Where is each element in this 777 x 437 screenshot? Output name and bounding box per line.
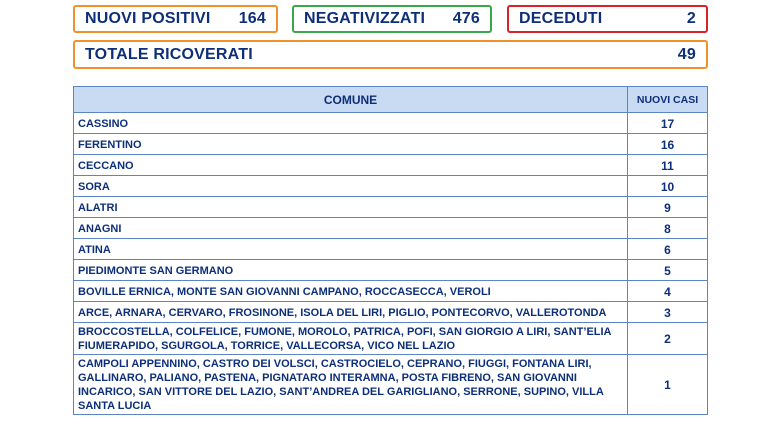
comune-cell: ANAGNI [74,218,628,239]
comune-cell: CASSINO [74,113,628,134]
totale-ricoverati-box [73,40,708,69]
table-row [74,302,708,323]
casi-cell: 17 [628,113,708,134]
comuni-table-container [73,86,707,415]
comune-cell: ARCE, ARNARA, CERVARO, FROSINONE, ISOLA DEL LIRI, PIGLIO, PONTECORVO, VALLEROTONDA [74,302,628,323]
casi-cell: 9 [628,197,708,218]
table-row [74,176,708,197]
casi-cell: 8 [628,218,708,239]
comune-cell: CECCANO [74,155,628,176]
negativizzati-label: NEGATIVIZZATI [304,10,426,27]
table-row [74,281,708,302]
comune-cell: BOVILLE ERNICA, MONTE SAN GIOVANNI CAMPANO, ROCCASECCA, VEROLI [74,281,628,302]
nuovi-positivi-box [73,5,278,33]
negativizzati-box [292,5,492,33]
table-row [74,155,708,176]
casi-cell: 3 [628,302,708,323]
table-row [74,218,708,239]
comuni-table [73,86,708,415]
nuovi-positivi-label: NUOVI POSITIVI [85,10,211,27]
negativizzati-value: 476 [452,10,480,27]
casi-cell: 5 [628,260,708,281]
comune-cell: BROCCOSTELLA, COLFELICE, FUMONE, MOROLO, PATRICA, POFI, SAN GIORGIO A LIRI, SANT’ELIA FIUMERAPIDO, SGURGOLA, TORRICE, VALLECORSA, VICO NEL LAZIO [74,323,628,355]
header-comune: COMUNE [74,87,628,113]
casi-cell: 1 [628,355,708,415]
table-header-row [74,87,708,113]
casi-cell: 4 [628,281,708,302]
table-row [74,197,708,218]
casi-cell: 11 [628,155,708,176]
casi-cell: 2 [628,323,708,355]
casi-cell: 10 [628,176,708,197]
table-row [74,134,708,155]
comune-cell: PIEDIMONTE SAN GERMANO [74,260,628,281]
table-row [74,355,708,415]
comune-cell: FERENTINO [74,134,628,155]
totale-ricoverati-value: 49 [677,45,696,63]
header-nuovi-casi: NUOVI CASI [628,87,708,113]
table-row [74,260,708,281]
deceduti-box [507,5,708,33]
comune-cell: CAMPOLI APPENNINO, CASTRO DEI VOLSCI, CASTROCIELO, CEPRANO, FIUGGI, FONTANA LIRI, GALLINARO, PALIANO, PASTENA, PIGNATARO INTERAMNA, POSTA FIBRENO, SAN GIOVANNI INCARICO, SAN VITTORE DEL LAZIO, SANT’ANDREA DEL GARIGLIANO, SERRONE, SUPINO, VILLA SANTA LUCIA [74,355,628,415]
comune-cell: SORA [74,176,628,197]
comune-cell: ALATRI [74,197,628,218]
comune-cell: ATINA [74,239,628,260]
table-row [74,323,708,355]
table-row [74,113,708,134]
casi-cell: 16 [628,134,708,155]
totale-ricoverati-label: TOTALE RICOVERATI [85,45,253,63]
deceduti-value: 2 [686,10,696,27]
nuovi-positivi-value: 164 [238,10,266,27]
casi-cell: 6 [628,239,708,260]
deceduti-label: DECEDUTI [519,10,603,27]
table-row [74,239,708,260]
